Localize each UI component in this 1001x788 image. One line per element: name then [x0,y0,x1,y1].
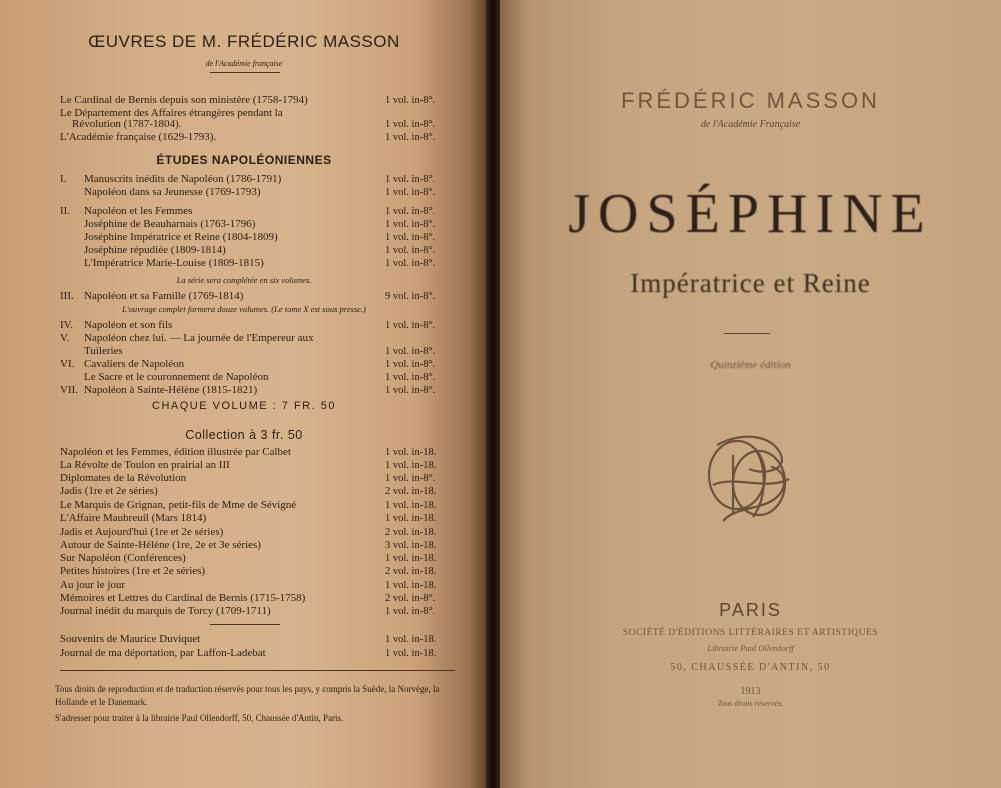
collection-heading: Collection à 3 fr. 50 [185,428,303,442]
footer-rights: Tous droits de reproduction et de traduction réservés pour tous les pays, y compris la Suède, la Norvège, la Hollande et le Danemark. [55,684,440,707]
list-item: V. Napoléon chez lui. — La journée de l'Empereur aux [60,332,314,344]
list-item: Sur Napoléon (Conférences) 1 vol. in-18. [60,552,437,564]
list-item: Joséphine de Beauharnais (1763-1796) 1 vol. in-8°. [84,218,436,230]
list-item: Le Marquis de Grignan, petit-fils de Mme de Sévigné 1 vol. in-18. [60,499,437,511]
list-item: Napoléon et les Femmes, édition illustrée par Calbet 1 vol. in-18. [60,446,437,458]
book-gutter [486,0,500,788]
list-item: L'Impératrice Marie-Louise (1809-1815) 1 vol. in-8°. [84,257,436,269]
list-item: Le Cardinal de Bernis depuis son ministère (1758-1794) 1 vol. in-8°. [60,94,436,106]
list-item: L'Académie française (1629-1793). 1 vol. in-8°. [60,131,436,143]
author-name: FRÉDÉRIC MASSON [621,88,880,113]
list-item: Jadis (1re et 2e séries) 2 vol. in-18. [60,485,437,497]
list-item: La Révolte de Toulon en prairial an III 1 vol. in-18. [60,459,437,471]
list-item: Napoléon dans sa Jeunesse (1769-1793) 1 vol. in-8°. [84,186,436,198]
footer-address: S'adresser pour traiter à la librairie Paul Ollendorff, 50, Chaussée d'Antin, Paris. [55,713,344,723]
list-item: I. Manuscrits inédits de Napoléon (1786-1791) 1 vol. in-8°. [60,173,436,185]
works-list-subtitle: de l'Académie française [205,59,283,68]
works-list-title: ŒUVRES DE M. FRÉDÉRIC MASSON [88,32,400,51]
list-item: III. Napoléon et sa Famille (1769-1814) 9 vol. in-8°. [60,290,436,302]
list-item: Le Département des Affaires étrangères pendant la [60,107,283,119]
book-title: JOSÉPHINE [568,183,933,245]
list-item: Mémoires et Lettres du Cardinal de Bernis (1715-1758) 2 vol. in-8°. [60,592,436,604]
list-item: VI. Cavaliers de Napoléon 1 vol. in-8°. [60,358,436,370]
list-item: Journal de ma déportation, par Laffon-Ladebat 1 vol. in-18. [60,647,437,659]
book-subtitle: Impératrice et Reine [630,268,871,298]
list-item: Joséphine répudiée (1809-1814) 1 vol. in-8°. [84,244,436,256]
list-item: Le Sacre et le couronnement de Napoléon 1 vol. in-8°. [84,371,436,383]
price-line: CHAQUE VOLUME : 7 FR. 50 [152,400,336,412]
right-page [500,0,1001,788]
publisher-address: 50, CHAUSSÉE D'ANTIN, 50 [670,662,831,673]
list-item: Souvenirs de Maurice Duviquet 1 vol. in-18. [60,633,437,645]
list-item: Journal inédit du marquis de Torcy (1709-1711) 1 vol. in-8°. [60,605,436,617]
list-item: IV. Napoléon et son fils 1 vol. in-8°. [60,319,436,331]
etudes-heading: ÉTUDES NAPOLÉONIENNES [156,153,332,167]
title-divider [724,333,770,334]
series-note: La série sera complétée en six volumes. [176,275,312,285]
publisher-name: SOCIÉTÉ D'ÉDITIONS LITTÉRAIRES ET ARTISTIQUES [622,628,879,638]
publisher-monogram-icon [693,425,805,537]
edition-label: Quinzième édition [710,359,791,371]
list-item: L'Affaire Maubreuil (Mars 1814) 1 vol. in-18. [60,512,437,524]
list-item: Autour de Sainte-Hélène (1re, 2e et 3e séries) 3 vol. in-18. [60,539,437,551]
left-page [0,0,488,788]
publisher-city: PARIS [719,600,782,620]
collection-divider [210,624,280,625]
rights-reserved: Tous droits réservés. [717,699,784,708]
footer-divider [60,670,455,671]
header-divider [210,72,280,73]
author-affiliation: de l'Académie Française [700,119,801,130]
list-item: Révolution (1787-1804). 1 vol. in-8°. [72,118,436,130]
publisher-librairie: Librairie Paul Ollendorff [707,643,794,653]
list-item: Petites histoires (1re et 2e séries) 2 vol. in-18. [60,565,437,577]
famille-note: L'ouvrage complet formera douze volumes. (Le tome X est sous presse.) [122,304,366,314]
publication-year: 1913 [740,686,761,697]
list-item: Tuileries 1 vol. in-8°. [84,345,436,357]
list-item: Au jour le jour 1 vol. in-18. [60,579,437,591]
list-item: Jadis et Aujourd'hui (1re et 2e séries) 2 vol. in-18. [60,526,437,538]
list-item: II. Napoléon et les Femmes 1 vol. in-8°. [60,205,436,217]
list-item: Diplomates de la Révolution 1 vol. in-8°. [60,472,436,484]
list-item: VII. Napoléon à Sainte-Hélène (1815-1821) 1 vol. in-8°. [60,384,436,396]
list-item: Joséphine Impératrice et Reine (1804-1809) 1 vol. in-8°. [84,231,436,243]
